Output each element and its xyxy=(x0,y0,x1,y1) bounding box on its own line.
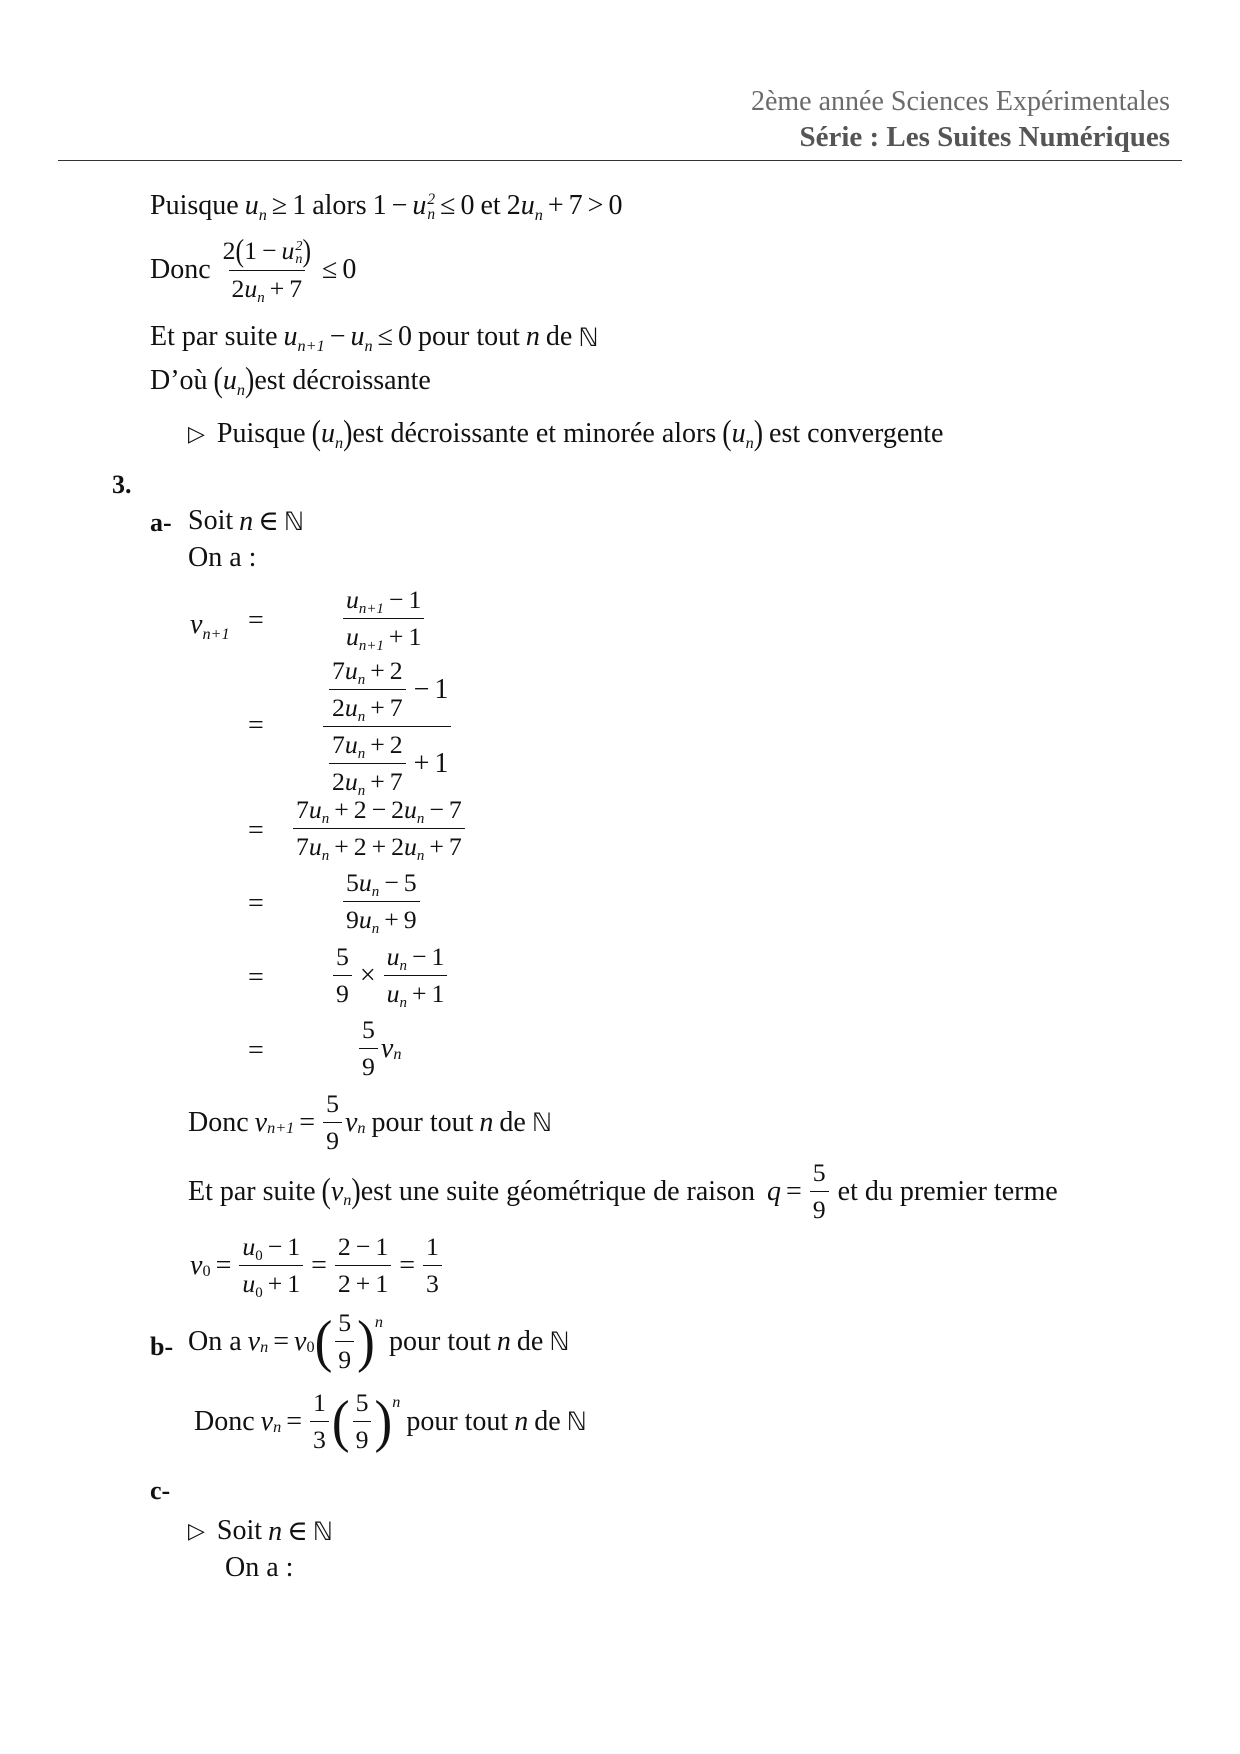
math-N-3: ℕ xyxy=(549,1327,570,1356)
line-soit-a xyxy=(188,504,310,538)
header-divider xyxy=(58,160,1182,161)
text-on-a-b: On a xyxy=(188,1325,242,1357)
math-n-2: n xyxy=(479,1106,494,1138)
line-donc-fraction xyxy=(150,232,362,306)
line-donc-vn xyxy=(194,1388,593,1455)
line-et-par-suite xyxy=(150,321,605,353)
text-soit: Soit xyxy=(188,505,234,536)
text-puisque: Puisque xyxy=(150,190,239,222)
math-un-geq-1: $u_n \ge 1$ xyxy=(244,190,307,224)
text-de-3: de xyxy=(516,1325,544,1357)
text-de: de xyxy=(545,321,573,352)
math-vn-seq: $(v_n)$ xyxy=(321,1171,361,1211)
math-un-seq-3: $(u_n)$ xyxy=(722,414,764,453)
header-subtitle: 2ème année Sciences Expérimentales xyxy=(750,86,1170,117)
text-d-ou: D’où xyxy=(150,365,208,396)
text-on-a-c: On a : xyxy=(225,1552,294,1583)
text-donc-3: Donc xyxy=(194,1405,255,1437)
bullet-convergente xyxy=(188,414,944,453)
math-2un-plus-7: $2u_n + 7 > 0$ xyxy=(506,190,623,224)
math-N: ℕ xyxy=(578,322,599,352)
eq-rhs-6: $\frac{5}{9}$ v n xyxy=(356,1015,401,1082)
triangle-bullet-icon: ▷ xyxy=(188,421,205,446)
text-pour-tout-3: pour tout xyxy=(389,1325,491,1357)
math-fraction-sign: 2(1 − u 2 n ) $2u_n + 7$ ≤ 0 xyxy=(222,232,357,306)
math-n-in-N: n ∈ ℕ xyxy=(239,506,305,537)
math-v0: v 0 = $\frac{u_0 - 1}{u_0 + 1}$ = $\frac{2 - 1}{2 + 1}$ = $\frac{1}{3}$ xyxy=(190,1232,445,1299)
text-de-2: de xyxy=(499,1106,526,1138)
math-un-seq: $(u_n)$ xyxy=(213,361,255,400)
text-decroissante-minoree: est décroissante et minorée alors xyxy=(352,418,717,449)
text-suite-geometrique: est une suite géométrique de raison xyxy=(360,1175,755,1207)
eq-rhs-3: $\frac{7u_n + 2 - 2u_n - 7}{7u_n + 2 + 2u_n + 7}$ xyxy=(290,795,468,862)
eq-lhs-vn1: $v_{n+1}$ xyxy=(190,609,230,643)
text-donc-2: Donc xyxy=(188,1106,249,1138)
label-b: b- xyxy=(150,1332,174,1361)
bullet-soit-c xyxy=(188,1514,339,1548)
text-soit-c: Soit xyxy=(216,1515,263,1546)
text-premier-terme: et du premier terme xyxy=(837,1175,1058,1207)
math-q: q = $\frac{5}{9}$ xyxy=(767,1158,832,1225)
eq-sign-5: = xyxy=(248,962,264,993)
label-c: c- xyxy=(150,1476,171,1505)
eq-rhs-5: $\frac{5}{9}$ × $\frac{u_n - 1}{u_n + 1}$ xyxy=(330,942,450,1009)
math-n: n xyxy=(525,321,540,352)
section-3-label: 3. xyxy=(112,470,132,499)
triangle-bullet-icon-2: ▷ xyxy=(188,1518,205,1543)
line-on-a-vn xyxy=(188,1308,576,1375)
text-pour-tout: pour tout xyxy=(418,321,520,352)
text-pour-tout-4: pour tout xyxy=(406,1405,509,1437)
line-d-ou xyxy=(150,361,431,400)
text-puisque-2: Puisque xyxy=(216,418,306,449)
text-est-convergente: est convergente xyxy=(769,418,944,449)
line-puisque xyxy=(150,190,628,222)
eq-sign-1: = xyxy=(248,605,264,636)
text-pour-tout-2: pour tout xyxy=(371,1106,474,1138)
math-vn-explicit: v n = $\frac{1}{3}$ ( $\frac{5}{9}$ ) n xyxy=(260,1388,401,1454)
text-et-par-suite-2: Et par suite xyxy=(188,1175,316,1207)
text-et-par-suite: Et par suite xyxy=(150,321,278,352)
text-donc: Donc xyxy=(150,253,211,285)
math-N-2: ℕ xyxy=(531,1108,553,1137)
eq-sign-6: = xyxy=(248,1035,264,1066)
math-vn-v0: v n = v 0 ( $\frac{5}{9}$ ) n xyxy=(247,1308,384,1374)
math-un-seq-2: $(u_n)$ xyxy=(311,414,353,453)
eq-rhs-2: $\frac{7u_n + 2}{2u_n + 7}$ − 1 $\frac{7u_n + 2}{2u_n + 7}$ + 1 xyxy=(320,656,454,797)
math-n-in-N-2: n ∈ ℕ xyxy=(268,1516,333,1547)
math-1-minus-un2: 1 − u 2 n ≤ 0 xyxy=(372,190,475,223)
eq-rhs-4: $\frac{5u_n - 5}{9u_n + 9}$ xyxy=(340,868,423,935)
text-alors: alors xyxy=(312,190,367,222)
text-est-decroissante: est décroissante xyxy=(254,365,431,396)
math-un1-minus-un: $u_{n+1} - u_n \le 0$ xyxy=(283,321,413,355)
text-on-a: On a : xyxy=(188,542,257,573)
math-vn1-eq: v n+1 = $\frac{5}{9}$ v n xyxy=(254,1089,366,1155)
label-a: a- xyxy=(150,508,172,537)
eq-sign-3: = xyxy=(248,815,264,846)
eq-sign-2: = xyxy=(248,710,264,741)
math-N-4: ℕ xyxy=(566,1407,587,1436)
math-n-4: n xyxy=(514,1405,529,1437)
line-donc-vn1 xyxy=(188,1089,558,1156)
text-de-4: de xyxy=(534,1405,561,1437)
eq-rhs-1: $\frac{u_{n+1} - 1}{u_{n+1} + 1}$ xyxy=(340,585,427,652)
text-et: et xyxy=(480,190,501,222)
math-n-3: n xyxy=(496,1325,511,1357)
eq-sign-4: = xyxy=(248,888,264,919)
line-suite-geo xyxy=(188,1158,1058,1225)
header-title: Série : Les Suites Numériques xyxy=(799,121,1170,153)
